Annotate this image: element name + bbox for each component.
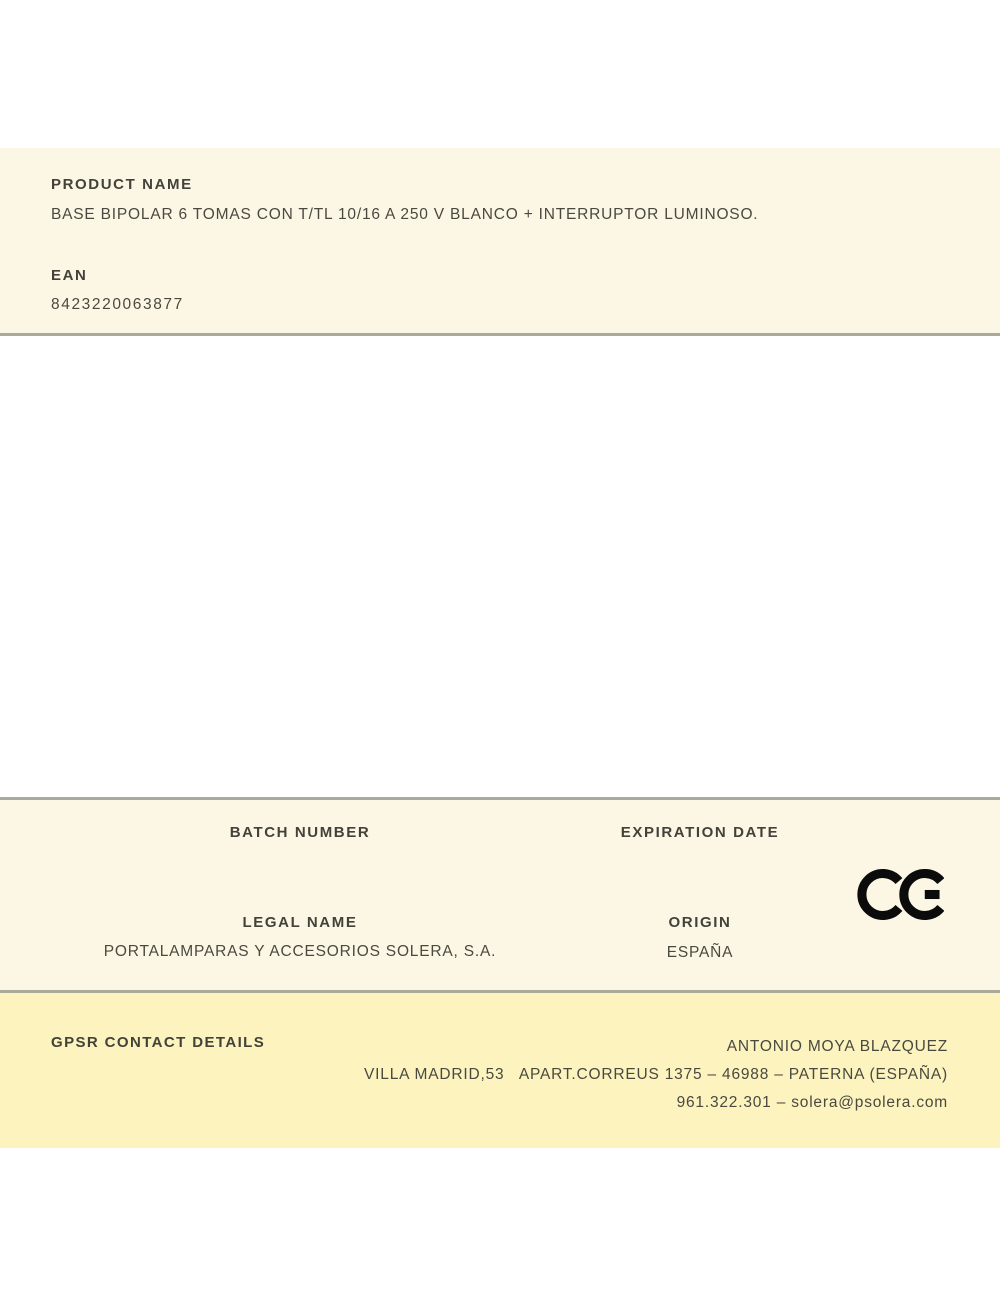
gpsr-contact-address: VILLA MADRID,53 APART.CORREUS 1375 – 46988 – PATERNA (ESPAÑA): [364, 1066, 948, 1083]
expiration-date-label: EXPIRATION DATE: [620, 824, 780, 841]
batch-legal-band: [0, 797, 1000, 993]
gpsr-contact-name: ANTONIO MOYA BLAZQUEZ: [726, 1038, 948, 1055]
legal-name-value: PORTALAMPARAS Y ACCESORIOS SOLERA, S.A.: [103, 943, 497, 960]
gpsr-contact-phone-email: 961.322.301 – solera@psolera.com: [676, 1094, 948, 1111]
ce-marking-icon: [856, 864, 944, 925]
product-name-value: BASE BIPOLAR 6 TOMAS CON T/TL 10/16 A 250 V BLANCO + INTERRUPTOR LUMINOSO.: [51, 206, 759, 223]
gpsr-contact-info: [300, 1033, 948, 1117]
product-name-label: PRODUCT NAME: [51, 176, 193, 193]
gpsr-contact-details-label: GPSR CONTACT DETAILS: [51, 1034, 266, 1051]
origin-value: ESPAÑA: [666, 944, 734, 961]
ean-value: 8423220063877: [51, 296, 184, 313]
legal-name-label: LEGAL NAME: [242, 914, 358, 931]
gpsr-contact-band: [0, 993, 1000, 1148]
product-info-band: [0, 148, 1000, 336]
batch-number-label: BATCH NUMBER: [229, 824, 371, 841]
ean-label: EAN: [51, 267, 88, 284]
origin-label: ORIGIN: [668, 914, 732, 931]
